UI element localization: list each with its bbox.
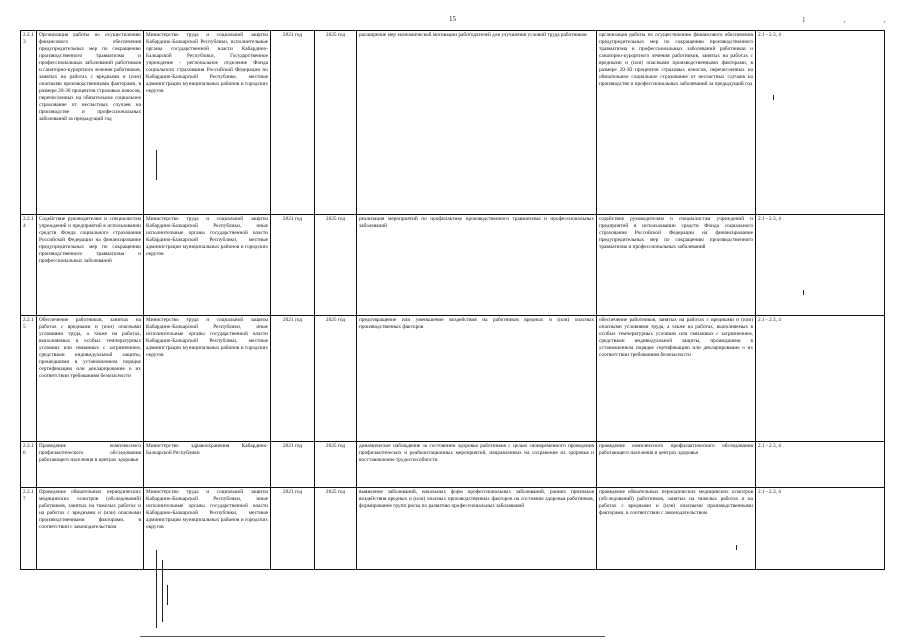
table-row [21, 316, 885, 442]
measure-name: Содействие руководителям и специалистам учреждений и предприятий в использовании средств Фонда социального страхования Российской Федерации на финансирование предупредительных мер по сокращению производственного травматизма и профессиональных заболеваний [37, 215, 144, 316]
measure-name: Обеспечение работников, занятых на работах с вредными и (или) опасными условиями труда, а также на работах, выполняемых в особых температурных условиях или связанных с загрязнением, средствами индивидуальной защиты, прошедшими в установленном порядке сертификацию или декларирование о их соответствии требованиям безопасности [37, 316, 144, 442]
end-year: 2025 год [315, 31, 357, 215]
start-year: 2021 год [271, 488, 315, 570]
expected-result: выявление заболеваний, начальных форм профессиональных заболеваний, ранних признаков воздействия вредных и (или) опасных производственных факторов на состояние здоровья работников, формирование групп риска по развитию профессиональных заболеваний [357, 488, 597, 570]
row-code: 2.2.17 [21, 488, 37, 570]
scan-artifact [167, 585, 168, 605]
measure-link: обеспечение работников, занятых на работах с вредными и (или) опасными условиями труда, а также на работах, выполняемых в особых температурных условиях или связанных с загрязнением, средствами индивидуальной защиты, прошедшими в установленном порядке сертификацию или декларирование о их соответствии требованиям безопасности [597, 316, 756, 442]
measure-name: Проведение обязательных периодических медицинских осмотров (обследований) работников, занятых на тяжелых работах и на работах с вредными и (или) опасными производственными факторами, в соответствии с законодательством [37, 488, 144, 570]
executors: Министерство здравоохранения Кабардино-Балкарской Республики [144, 442, 271, 488]
indicator-link: 2.1 - 2.3, 4 [756, 31, 885, 215]
table-row [21, 488, 885, 570]
table-row [21, 442, 885, 488]
table-row [21, 215, 885, 316]
scan-artifact [162, 560, 163, 622]
page-number: 15 [449, 15, 456, 23]
row-code: 2.2.16 [21, 442, 37, 488]
row-code: 2.2.14 [21, 215, 37, 316]
end-year: 2025 год [315, 316, 357, 442]
scan-artifact [156, 550, 157, 628]
measure-link: проведение комплексного профилактического обследования работающего населения в центрах здоровья [597, 442, 756, 488]
table-row [21, 31, 885, 215]
row-code: 2.2.13 [21, 31, 37, 215]
executors: Министерство труда и социальной защиты Кабардино-Балкарской Республики, иные исполнительные органы государственной власти Кабардино-Балкарской Республики, местные администрации муниципальных районов и городских округов [144, 215, 271, 316]
start-year: 2021 год [271, 316, 315, 442]
expected-result: динамическое наблюдение за состоянием здоровья работников с целью своевременного проведения профилактических и реабилитационных мероприятий, направленных на сохранение их здоровья и восстановление трудоспособности [357, 442, 597, 488]
start-year: 2021 год [271, 442, 315, 488]
measures-table [20, 30, 885, 570]
scan-artifact [803, 290, 804, 295]
indicator-link: 2.1 - 2.3, 4 [756, 215, 885, 316]
measure-link: содействие руководителям и специалистам учреждений и предприятий в использовании средств Фонда социального страхования Российской Федерации на финансирование предупредительных мер по сокращению производственного травматизма и профессиональных заболеваний [597, 215, 756, 316]
executors: Министерство труда и социальной защиты Кабардино-Балкарской Республики, исполнительные органы государственной власти Кабардино-Балкарской Республики, Государственное учреждение - региональное отделение Фонда социального страхования Российской Федерации по Кабардино-Балкарской Республике, местные администрации муниципальных районов и городских округов [144, 31, 271, 215]
measure-link: организация работы по осуществлению финансового обеспечения предупредительных мер по сокращению производственного травматизма и профессиональных заболеваний работников и санаторно-курортного лечения работников, занятых на работах с вредными и (или) опасными производственными факторами, в размере 20-30 процентов страховых взносов, перечисленных на обязательное социальное страхование от несчастных случаев на производстве и профессиональных заболеваний за предыдущий год [597, 31, 756, 215]
start-year: 2021 год [271, 215, 315, 316]
expected-result: расширение мер экономической мотивации работодателей для улучшения условий труда работников [357, 31, 597, 215]
row-code: 2.2.15 [21, 316, 37, 442]
indicator-link: 2.1 - 2.3, 4 [756, 442, 885, 488]
measure-name: Проведение комплексного профилактического обследования работающего населения в центрах здоровья [37, 442, 144, 488]
end-year: 2025 год [315, 488, 357, 570]
end-year: 2025 год [315, 215, 357, 316]
executors: Министерство труда и социальной защиты Кабардино-Балкарской Республики, иные исполнительные органы государственной власти Кабардино-Балкарской Республики, местные администрации муниципальных районов и городских округов [144, 316, 271, 442]
measure-name: Организация работы по осуществлению финансового обеспечения предупредительных мер по сокращению производственного травматизма и профессиональных заболеваний работников и санаторно-курортного лечения работников, занятых на работах с вредными и (или) опасными производственными факторами, в размере 20-30 процентов страховых взносов, перечисленных на обязательное социальное страхование от несчастных случаев на производстве и профессиональных заболеваний за предыдущий год [37, 31, 144, 215]
scan-artifact [773, 95, 774, 100]
scan-artifact [156, 150, 157, 180]
executors: Министерство труда и социальной защиты Кабардино-Балкарской Республики, иные исполнительные органы государственной власти Кабардино-Балкарской Республики, местные администрации муниципальных районов и городских округов [144, 488, 271, 570]
end-year: 2025 год [315, 442, 357, 488]
scan-artifact [736, 545, 737, 550]
expected-result: реализация мероприятий по профилактике производственного травматизма и профессиональных заболеваний [357, 215, 597, 316]
start-year: 2021 год [271, 31, 315, 215]
indicator-link: 2.1 - 2.3, 4 [756, 316, 885, 442]
expected-result: предотвращение или уменьшение воздействия на работников вредных и (или) опасных производственных факторов [357, 316, 597, 442]
indicator-link: 2.1 - 2.3, 4 [756, 488, 885, 570]
bottom-rule [140, 636, 605, 637]
measure-link: проведение обязательных периодических медицинских осмотров (обследований) работников, занятых на тяжелых работах и на работах с вредными и (или) опасными производственными факторами, в соответствии с законодательством [597, 488, 756, 570]
corner-mark: 1 ‚ ‚ [802, 16, 904, 24]
